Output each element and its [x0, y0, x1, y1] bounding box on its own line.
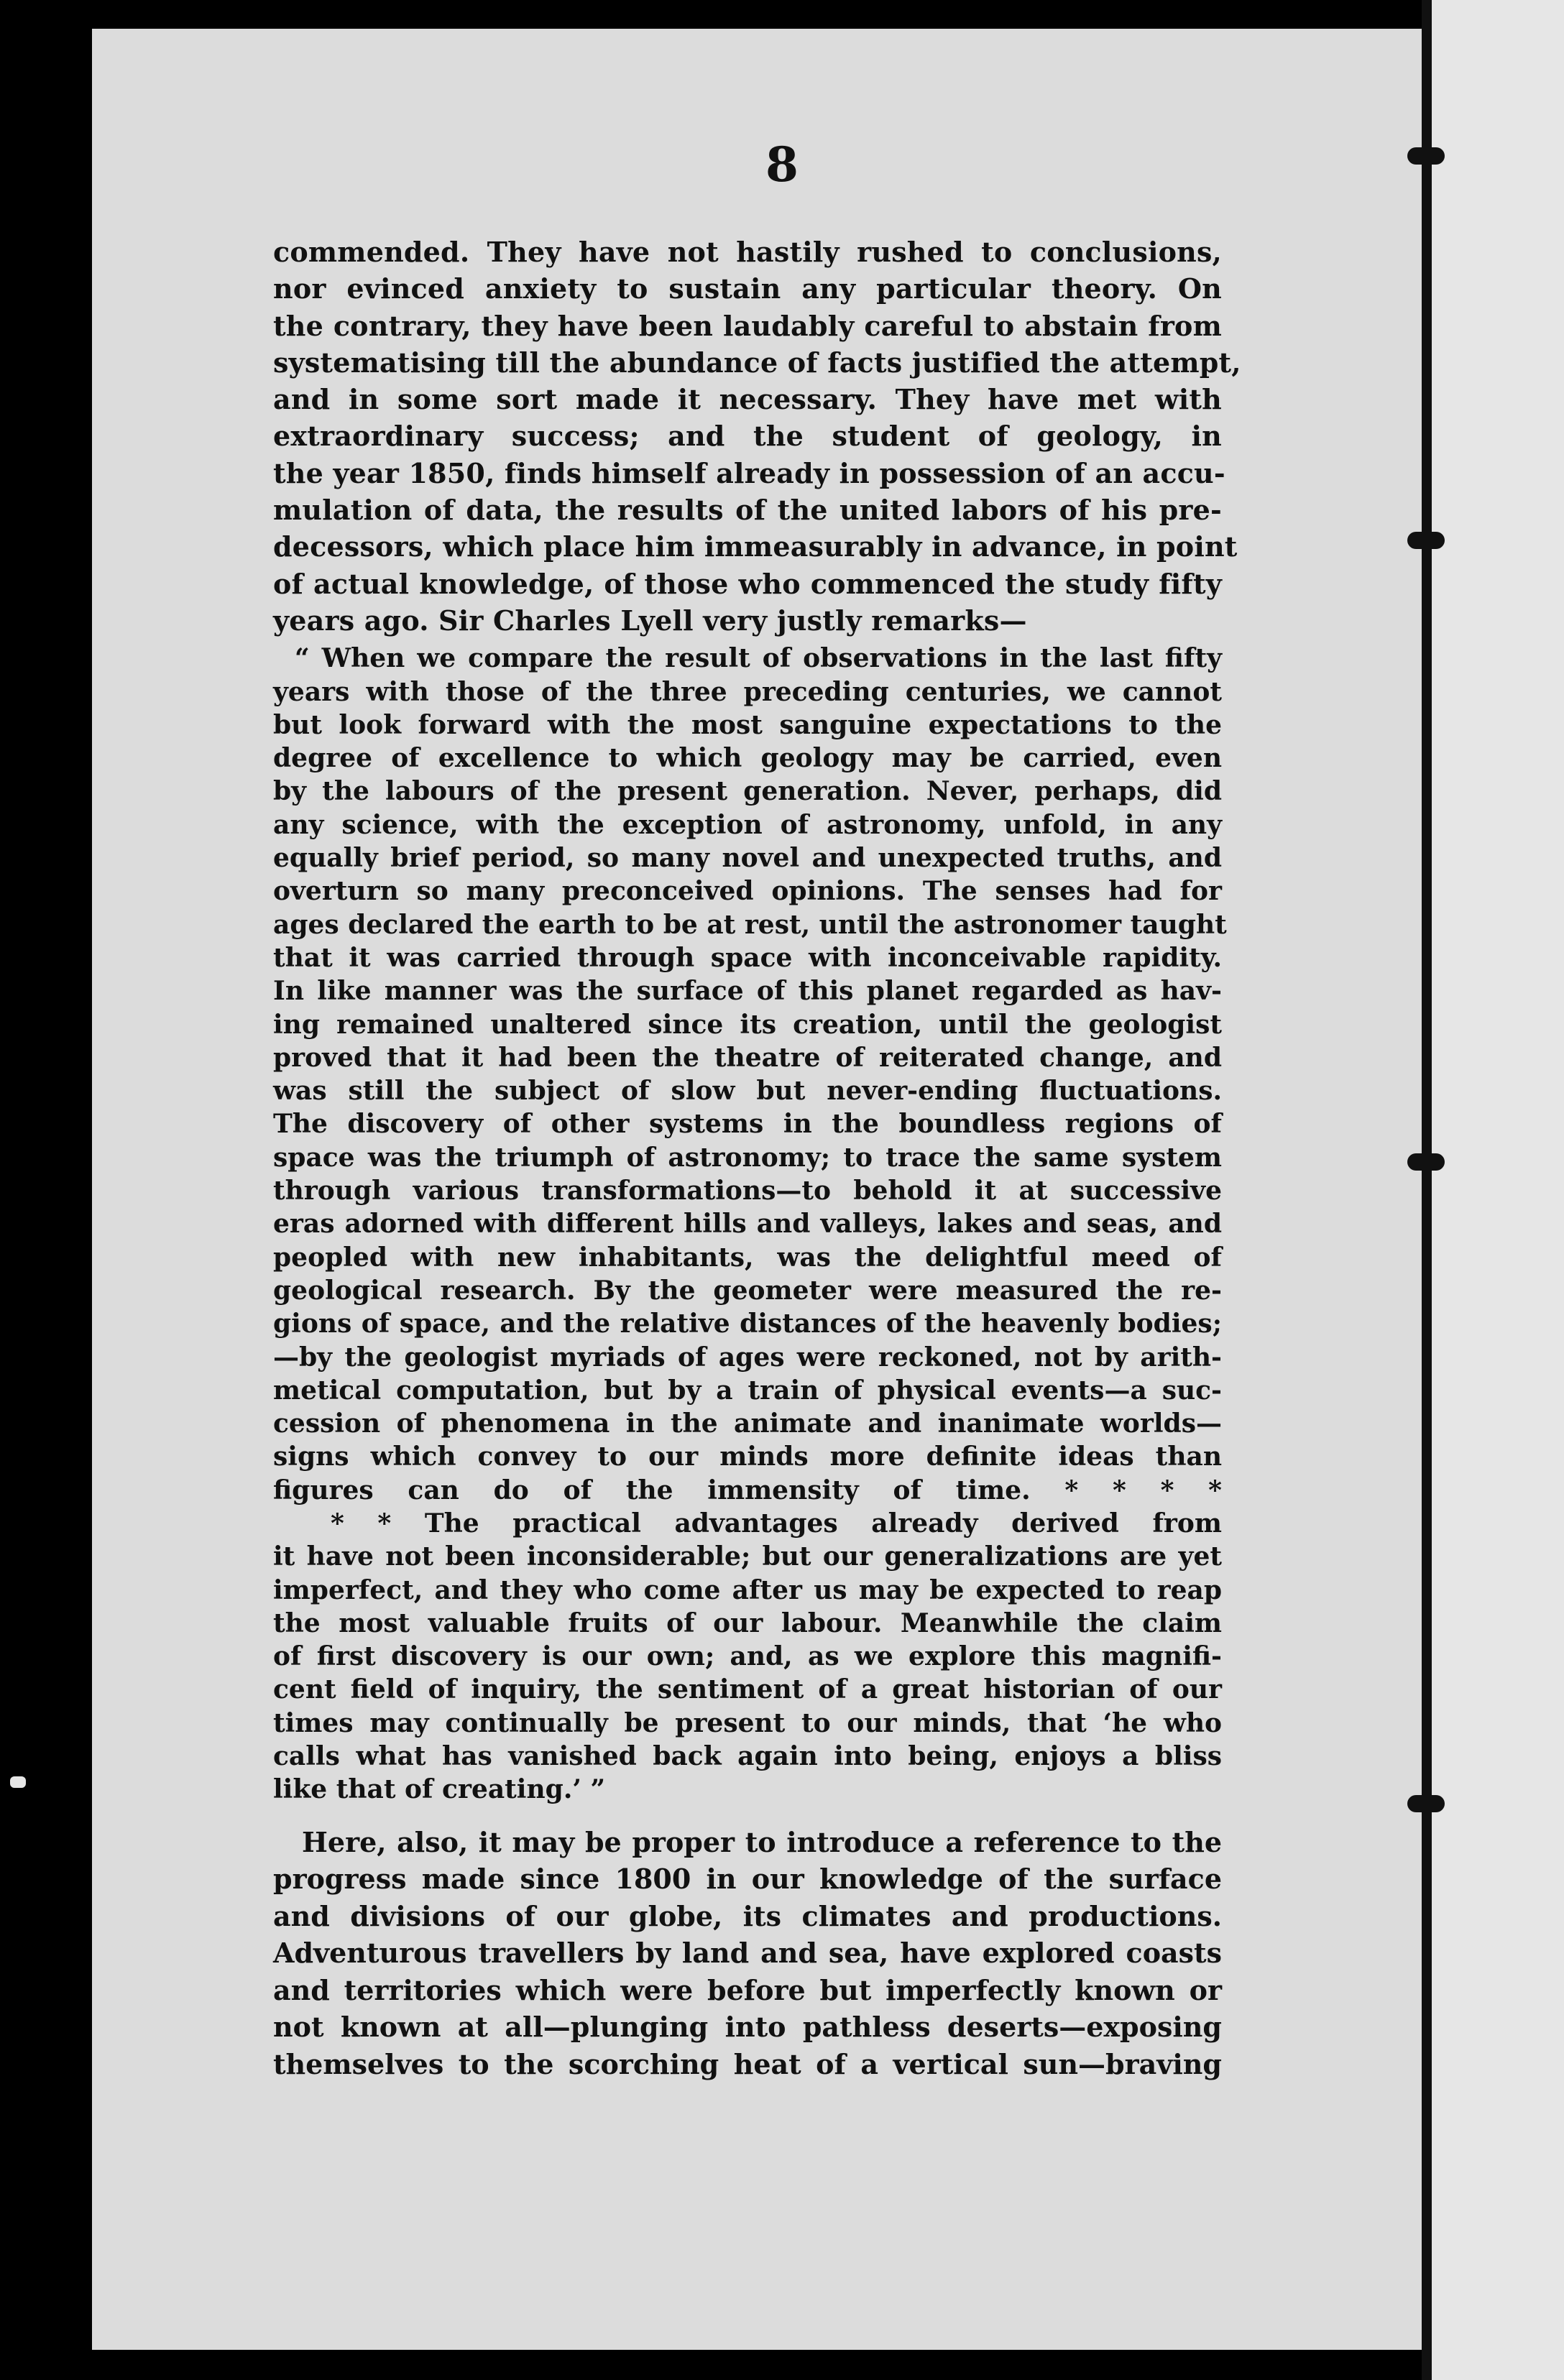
text-line: systematising till the abundance of facts justified the attempt,	[273, 346, 1241, 379]
quote-line: years with those of the three preceding centuries, we cannot	[273, 676, 1222, 707]
quote-line: by the labours of the present generation. Never, perhaps, did	[273, 776, 1222, 807]
text-line: progress made since 1800 in our knowledge of the surface	[273, 1863, 1222, 1896]
text-line: and divisions of our globe, its climates and productions.	[273, 1899, 1222, 1932]
quote-line: but look forward with the most sanguine expectations to the	[273, 709, 1222, 740]
binding-stitch	[1407, 1795, 1445, 1812]
quote-line: signs which convey to our minds more definite ideas than	[273, 1442, 1222, 1472]
quote-line: In like manner was the surface of this planet regarded as hav-	[273, 976, 1222, 1007]
quote-line: ages declared the earth to be at rest, until the astronomer taught	[273, 909, 1227, 940]
paragraph-1	[273, 234, 1241, 639]
quote-line: The discovery of other systems in the boundless regions of	[273, 1109, 1222, 1140]
quote-line: figures can do of the immensity of time. * * * *	[273, 1475, 1222, 1505]
text-line: the contrary, they have been laudably careful to abstain from	[273, 309, 1222, 342]
paragraph-2	[273, 1824, 1222, 2083]
quote-line: the most valuable fruits of our labour. Meanwhile the claim	[273, 1608, 1222, 1638]
quote-line: any science, with the exception of astronomy, unfold, in any	[273, 809, 1222, 840]
quote-line: degree of excellence to which geology may be carried, even	[273, 743, 1222, 774]
text-line: and territories which were before but imperfectly known or	[273, 1973, 1222, 2006]
text-line: years ago. Sir Charles Lyell very justly remarks—	[273, 604, 1027, 637]
text-line: Adventurous travellers by land and sea, have explored coasts	[273, 1937, 1222, 1970]
adjacent-page-strip	[1430, 0, 1564, 2380]
binding-stitch	[1407, 1153, 1445, 1171]
text-line: mulation of data, the results of the united labors of his pre-	[273, 494, 1222, 527]
quote-line: proved that it had been the theatre of reiterated change, and	[273, 1042, 1222, 1073]
quote-line: —by the geologist myriads of ages were reckoned, not by arith-	[273, 1342, 1222, 1373]
quote-line: was still the subject of slow but never-ending fluctuations.	[273, 1076, 1222, 1107]
quote-line: overturn so many preconceived opinions. The senses had for	[273, 876, 1222, 907]
quote-line: like that of creating.’ ”	[273, 1774, 606, 1805]
text-line: nor evinced anxiety to sustain any particular theory. On	[273, 272, 1222, 305]
page-number: 8	[765, 137, 799, 193]
text-line: not known at all—plunging into pathless deserts—exposing	[273, 2011, 1222, 2044]
quote-line: * * The practical advantages already derived from	[331, 1508, 1222, 1539]
quote-line: eras adorned with different hills and valleys, lakes and seas, and	[273, 1209, 1222, 1240]
quote-line: space was the triumph of astronomy; to trace the same system	[273, 1142, 1222, 1173]
text-line: of actual knowledge, of those who commenced the study fifty	[273, 567, 1222, 600]
text-line: decessors, which place him immeasurably in advance, in point	[273, 530, 1238, 563]
text-line: extraordinary success; and the student of geology, in	[273, 420, 1222, 453]
quote-line: metical computation, but by a train of physical events—a suc-	[273, 1375, 1222, 1406]
quote-line: times may continually be present to our minds, that ‘he who	[273, 1707, 1222, 1738]
quote-line: it have not been inconsiderable; but our generalizations are yet	[273, 1541, 1222, 1572]
quote-line: “ When we compare the result of observations in the last fifty	[295, 643, 1222, 674]
quote-line: of first discovery is our own; and, as we explore this magnifi-	[273, 1641, 1222, 1672]
quote-line: cession of phenomena in the animate and inanimate worlds—	[273, 1408, 1222, 1439]
quote-line: equally brief period, so many novel and unexpected truths, and	[273, 843, 1222, 874]
quote-line: peopled with new inhabitants, was the delightful meed of	[273, 1242, 1222, 1273]
quote-line: that it was carried through space with inconceivable rapidity.	[273, 942, 1222, 973]
text-line: and in some sort made it necessary. They have met with	[273, 383, 1222, 416]
text-line: the year 1850, finds himself already in possession of an accu-	[273, 456, 1225, 489]
page-text	[273, 234, 1241, 2082]
text-line: themselves to the scorching heat of a vertical sun—braving	[273, 2047, 1222, 2080]
quote-line: geological research. By the geometer were measured the re-	[273, 1275, 1222, 1306]
quote-line: ing remained unaltered since its creation, until the geologist	[273, 1009, 1222, 1040]
scan-edge-mark	[10, 1776, 26, 1788]
quote-line: gions of space, and the relative distances of the heavenly bodies;	[273, 1309, 1222, 1339]
text-line: commended. They have not hastily rushed to conclusions,	[273, 236, 1222, 268]
quote-line: through various transformations—to behold it at successive	[273, 1176, 1222, 1207]
quote-line: imperfect, and they who come after us may be expected to reap	[273, 1574, 1222, 1605]
lyell-quotation	[273, 642, 1227, 1806]
quote-line: cent field of inquiry, the sentiment of a great historian of our	[273, 1674, 1222, 1705]
text-line: Here, also, it may be proper to introduce a reference to the	[302, 1825, 1222, 1858]
binding-edge	[1422, 0, 1432, 2380]
binding-stitch	[1407, 532, 1445, 549]
quote-line: calls what has vanished back again into being, enjoys a bliss	[273, 1741, 1222, 1772]
